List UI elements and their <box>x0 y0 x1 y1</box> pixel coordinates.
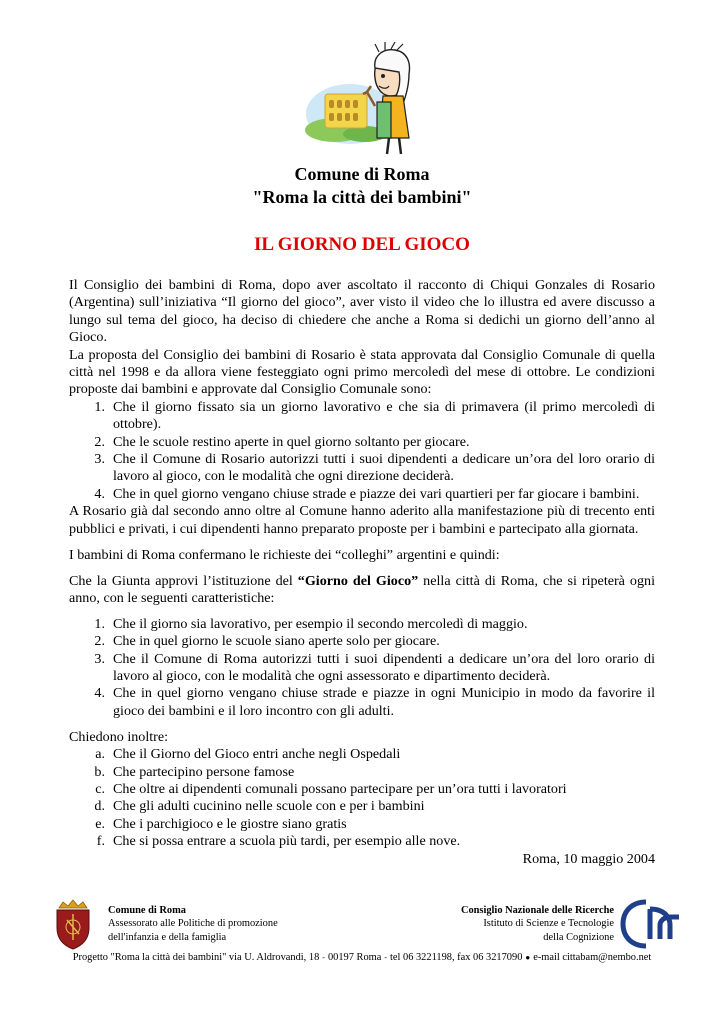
footer-cnr-block <box>461 904 614 944</box>
footer-cnr-title: Consiglio Nazionale delle Ricerche <box>460 905 614 916</box>
roma-coat-of-arms-icon <box>53 898 93 950</box>
list-text: Che il Comune di Roma autorizzi tutti i suoi dipendenti a dedicare un’ora del loro orario di lavoro al gioco, con le modalità che ogni assessorato e dipartimento deciderà. <box>113 650 655 685</box>
list-item <box>69 616 655 633</box>
list-text: Che il giorno sia lavorativo, per esempio il secondo mercoledì di maggio. <box>113 615 528 632</box>
also-heading: Chiedono inoltre: <box>69 728 169 745</box>
list-number: 4. <box>94 485 105 502</box>
list-item <box>69 399 655 434</box>
list-number: 2. <box>94 433 105 450</box>
confirm-paragraph: I bambini di Roma confermano le richieste dei “colleghi” argentini e quindi: <box>69 546 500 563</box>
list-number: 1. <box>94 398 105 415</box>
list-item <box>69 746 655 763</box>
list-text: Che le scuole restino aperte in quel giorno soltanto per giocare. <box>113 433 470 450</box>
intro-paragraph-1: Il Consiglio dei bambini di Roma, dopo aver ascoltato il racconto di Chiqui Gonzales di Rosario (Argentina) sull’iniziativa “Il giorno del gioco”, aver visto il video che lo illustra ed avere discusso a lungo sul tema del gioco, ha deciso di chiedere che anche a Roma si dedichi un giorno dell’anno al Gioco. <box>69 277 655 346</box>
rosario-conditions-list <box>69 399 655 503</box>
request-text-post: nella città di Roma, che si ripeterà ogni anno, con le seguenti caratteristiche: <box>69 572 655 606</box>
request-text-pre: Che la Giunta approvi l’istituzione del <box>69 572 298 589</box>
separator: - <box>322 953 325 962</box>
list-text: Che si possa entrare a scuola più tardi, per esempio alle nove. <box>113 833 461 850</box>
list-text: Che gli adulti cucinino nelle scuole con e per i bambini <box>113 798 425 815</box>
request-paragraph <box>69 573 655 608</box>
list-item <box>69 651 655 686</box>
list-text: Che partecipino persone famose <box>113 763 295 780</box>
document-date: Roma, 10 maggio 2004 <box>522 850 655 867</box>
list-item <box>69 685 655 720</box>
list-item <box>69 816 655 833</box>
footer-phone-fax: tel 06 3221198, fax 06 3217090 <box>390 952 523 963</box>
list-text: Che i parchigioco e le giostre siano gratis <box>113 815 347 832</box>
request-text-bold: “Giorno del Gioco” <box>297 572 419 589</box>
list-item <box>69 781 655 798</box>
list-text: Che il Giorno del Gioco entri anche negli Ospedali <box>113 746 401 763</box>
list-number: 3. <box>94 451 105 468</box>
list-item <box>69 434 655 451</box>
footer-comune-line-1: Assessorato alle Politiche di promozione <box>108 918 278 930</box>
footer-cap-city: 00197 Roma <box>327 952 382 963</box>
footer-contact-line <box>0 952 724 963</box>
list-number: 2. <box>94 633 105 650</box>
document-body <box>69 277 655 868</box>
also-requests-list <box>69 746 655 850</box>
footer-email[interactable]: e-mail cittabam@nembo.net <box>533 952 652 963</box>
header-line-2: "Roma la città dei bambini" <box>252 187 472 207</box>
header-line-1: Comune di Roma <box>294 164 430 184</box>
list-item <box>69 451 655 486</box>
list-letter: c. <box>95 780 105 797</box>
list-text: Che oltre ai dipendenti comunali possano partecipare per un’ora tutti i lavoratori <box>113 780 567 797</box>
list-letter: b. <box>94 763 105 780</box>
footer-cnr-line-1: Istituto di Scienze e Tecnologie <box>483 918 614 930</box>
footer-comune-title: Comune di Roma <box>108 905 186 916</box>
list-number: 1. <box>94 615 105 632</box>
list-item <box>69 798 655 815</box>
after-list-paragraph: A Rosario già dal secondo anno oltre al Comune hanno aderito alla manifestazione più di trecento enti pubblici e privati, i cui dipendenti hanno preparato proposte per i bambini e partecipato alla giornata. <box>69 503 655 537</box>
list-text: Che il giorno fissato sia un giorno lavorativo e che sia di primavera (il primo mercoledì di ottobre). <box>113 398 655 433</box>
list-item <box>69 833 655 850</box>
intro-paragraph-2: La proposta del Consiglio dei bambini di Rosario è stata approvata dal Consiglio Comunale di quella città nel 1998 e da allora viene festeggiato ogni primo mercoledì del mese di ottobre. Le condizioni proposte dai bambini e approvate dal Consiglio Comunale sono: <box>69 346 655 398</box>
list-letter: d. <box>94 798 105 815</box>
list-text: Che in quel giorno vengano chiuse strade e piazze in ogni Municipio in modo da favorire il gioco dei bambini e il loro incontro con gli adulti. <box>113 685 655 719</box>
footer-cnr-line-2: della Cognizione <box>543 931 614 943</box>
footer-comune-line-2: dell'infanzia e della famiglia <box>108 931 227 943</box>
footer-comune-block <box>108 904 278 944</box>
separator: - <box>384 953 388 962</box>
list-number: 4. <box>94 685 105 702</box>
list-text: Che in quel giorno le scuole siano aperte solo per giocare. <box>113 633 440 650</box>
bullet-icon: ● <box>525 953 531 962</box>
list-item <box>69 764 655 781</box>
list-number: 3. <box>94 650 105 667</box>
list-text: Che il Comune di Rosario autorizzi tutti i suoi dipendenti a dedicare un’ora del loro orario di lavoro al gioco, con le modalità che ogni direzione deciderà. <box>113 451 655 485</box>
page-title: IL GIORNO DEL GIOCO <box>254 234 470 255</box>
footer-project-address: Progetto "Roma la città dei bambini" via U. Aldrovandi, 18 <box>72 952 320 963</box>
list-letter: e. <box>95 815 105 832</box>
list-letter: f. <box>96 833 105 850</box>
list-letter: a. <box>95 746 105 763</box>
list-item <box>69 486 655 503</box>
child-colosseum-illustration <box>305 42 430 157</box>
cnr-logo-icon <box>620 899 682 949</box>
roma-characteristics-list <box>69 616 655 720</box>
list-item <box>69 633 655 650</box>
list-text: Che in quel giorno vengano chiuse strade e piazze dei vari quartieri per far giocare i bambini. <box>113 485 640 502</box>
